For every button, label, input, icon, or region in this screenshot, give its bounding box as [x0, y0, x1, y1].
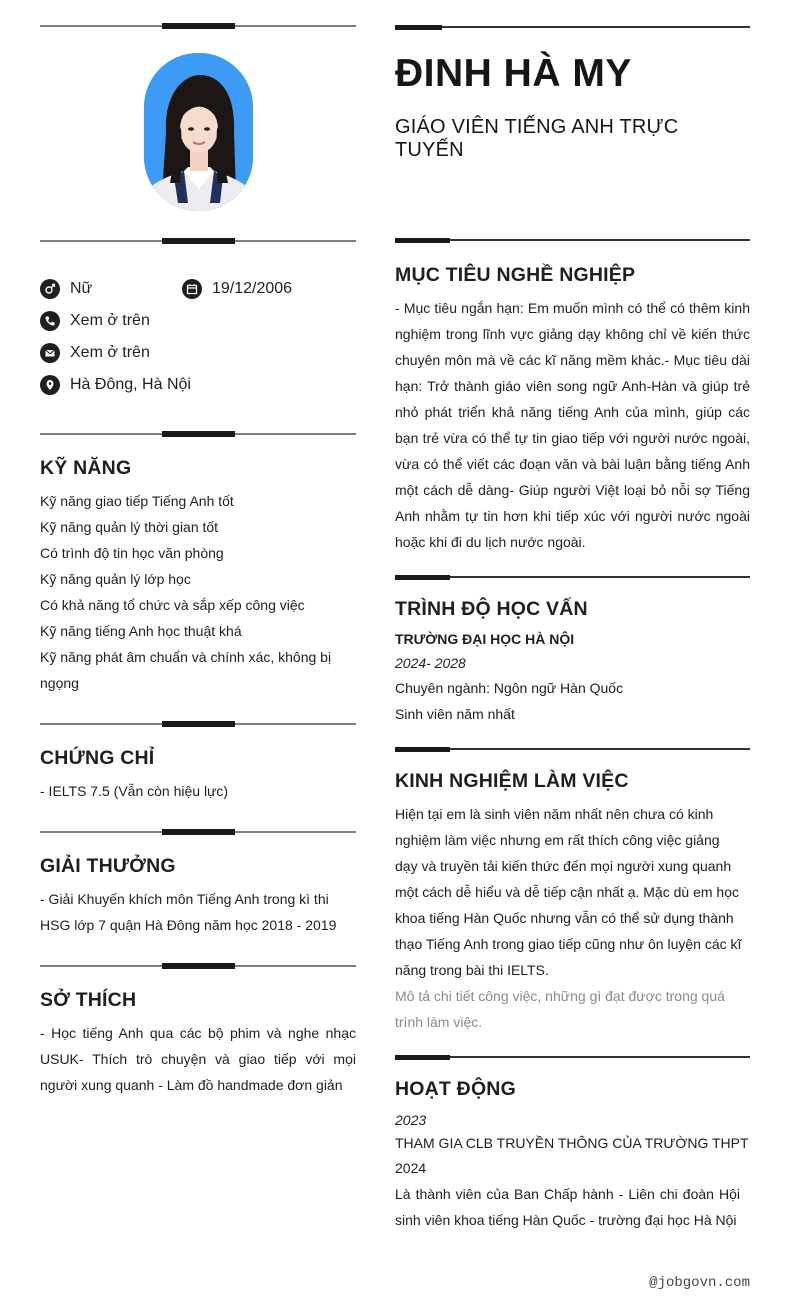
phone-text: Xem ở trên — [70, 312, 150, 329]
awards-title: GIẢI THƯỞNG — [40, 855, 176, 877]
email-text: Xem ở trên — [70, 344, 150, 361]
hobbies-title: SỞ THÍCH — [40, 989, 137, 1011]
skill-item: Kỹ năng phát âm chuẩn và chính xác, không bị — [40, 649, 332, 665]
skill-item: Kỹ năng quản lý thời gian tốt — [40, 519, 219, 535]
activities-title: HOẠT ĐỘNG — [395, 1078, 516, 1100]
divider — [40, 963, 356, 969]
skill-item: Kỹ năng tiếng Anh học thuật khá — [40, 623, 242, 639]
phone-icon — [40, 311, 60, 331]
birthdate-row — [182, 278, 292, 300]
divider — [40, 431, 356, 437]
skill-item: Kỹ năng giao tiếp Tiếng Anh tốt — [40, 493, 234, 509]
objective-title: MỤC TIÊU NGHỀ NGHIỆP — [395, 264, 636, 286]
divider — [40, 238, 356, 244]
location-pin-icon — [40, 375, 60, 395]
email-row — [40, 342, 150, 364]
experience-text: Hiện tại em là sinh viên năm nhất nên chưa có kinh nghiệm làm việc nhưng em rất thích công việc giảng dạy và truyền tải kiến thức đến mọi người xung quanh một cách dễ hiểu và dễ tiếp cận nhất ạ. Mặc dù em học khoa tiếng Hàn Quốc nhưng vẫn có thể sử dụng thành thạo Tiếng Anh trong giao tiếp cũng như ôn luyện các kĩ năng trong bài thi IELTS. — [395, 806, 742, 978]
candidate-name: ĐINH HÀ MY — [395, 52, 632, 95]
education-note: Sinh viên năm nhất — [395, 706, 515, 722]
divider — [40, 23, 356, 29]
divider — [395, 747, 750, 752]
email-icon — [40, 343, 60, 363]
skill-item: Có khả năng tổ chức và sắp xếp công việc — [40, 597, 305, 613]
experience-placeholder: Mô tả chi tiết công việc, những gì đạt được trong quá trình làm việc. — [395, 988, 725, 1030]
gender-icon — [40, 279, 60, 299]
education-period: 2024- 2028 — [395, 655, 466, 671]
experience-title: KINH NGHIỆM LÀM VIỆC — [395, 770, 629, 792]
skill-item: ngọng — [40, 675, 79, 691]
certificates-text: - IELTS 7.5 (Vẫn còn hiệu lực) — [40, 783, 229, 799]
activity-text: Là thành viên của Ban Chấp hành - Liên chi đoàn Hội sinh viên khoa tiếng Hàn Quốc - trường đại học Hà Nội — [395, 1186, 740, 1228]
hobbies-text: - Học tiếng Anh qua các bộ phim và nghe nhạc USUK- Thích trò chuyện và giao tiếp với mọi người xung quanh - Làm đồ handmade đơn giản — [40, 1025, 356, 1093]
avatar — [144, 53, 253, 211]
divider — [395, 25, 750, 30]
address-row — [40, 374, 191, 396]
divider — [395, 575, 750, 580]
education-title: TRÌNH ĐỘ HỌC VẤN — [395, 598, 588, 620]
portrait-photo — [144, 53, 253, 211]
awards-text: - Giải Khuyến khích môn Tiếng Anh trong kì thi HSG lớp 7 quận Hà Đông năm học 2018 - 2019 — [40, 891, 337, 933]
divider — [395, 1055, 750, 1060]
divider — [40, 721, 356, 727]
activity-year: 2024 — [395, 1160, 427, 1176]
skill-item: Kỹ năng quản lý lớp học — [40, 571, 191, 587]
calendar-icon — [182, 279, 202, 299]
gender-row — [40, 278, 92, 300]
candidate-title: GIÁO VIÊN TIẾNG ANH TRỰC TUYẾN — [395, 116, 679, 161]
certificates-title: CHỨNG CHỈ — [40, 747, 155, 769]
phone-row — [40, 310, 150, 332]
divider — [395, 238, 750, 243]
gender-text: Nữ — [70, 280, 93, 297]
objective-text: - Mục tiêu ngắn hạn: Em muốn mình có thể có thêm kinh nghiệm trong lĩnh vực giảng dạy không chỉ về kiến thức chuyên môn mà về các kĩ năng mềm khác.- Mục tiêu dài hạn: Trở thành giáo viên song ngữ Anh-Hàn và giúp trẻ nhỏ phát triển khả năng tiếng Anh của mình, giúp các bạn trẻ vừa có thể tự tin giao tiếp với người nước ngoài, vừa có thể viết các đoạn văn và bài luận bằng tiếng Anh một cách dễ dàng- Giúp người Việt loại bỏ nỗi sợ Tiếng Anh nhằm tự tin hơn khi tiếp xúc với người nước ngoài hoặc khi đi du lịch nước ngoài. — [395, 300, 750, 550]
divider — [40, 829, 356, 835]
birthdate-text: 19/12/2006 — [212, 280, 293, 297]
activity-name: THAM GIA CLB TRUYỀN THÔNG CỦA TRƯỜNG THPT — [395, 1135, 749, 1151]
skill-item: Có trình độ tin học văn phòng — [40, 545, 224, 561]
education-school: TRƯỜNG ĐẠI HỌC HÀ NỘI — [395, 631, 575, 647]
address-text: Hà Đông, Hà Nội — [70, 376, 191, 393]
activity-year: 2023 — [395, 1112, 427, 1128]
footer-watermark: @jobgovn.com — [649, 1275, 750, 1291]
skills-title: KỸ NĂNG — [40, 457, 132, 479]
education-major: Chuyên ngành: Ngôn ngữ Hàn Quốc — [395, 680, 624, 696]
